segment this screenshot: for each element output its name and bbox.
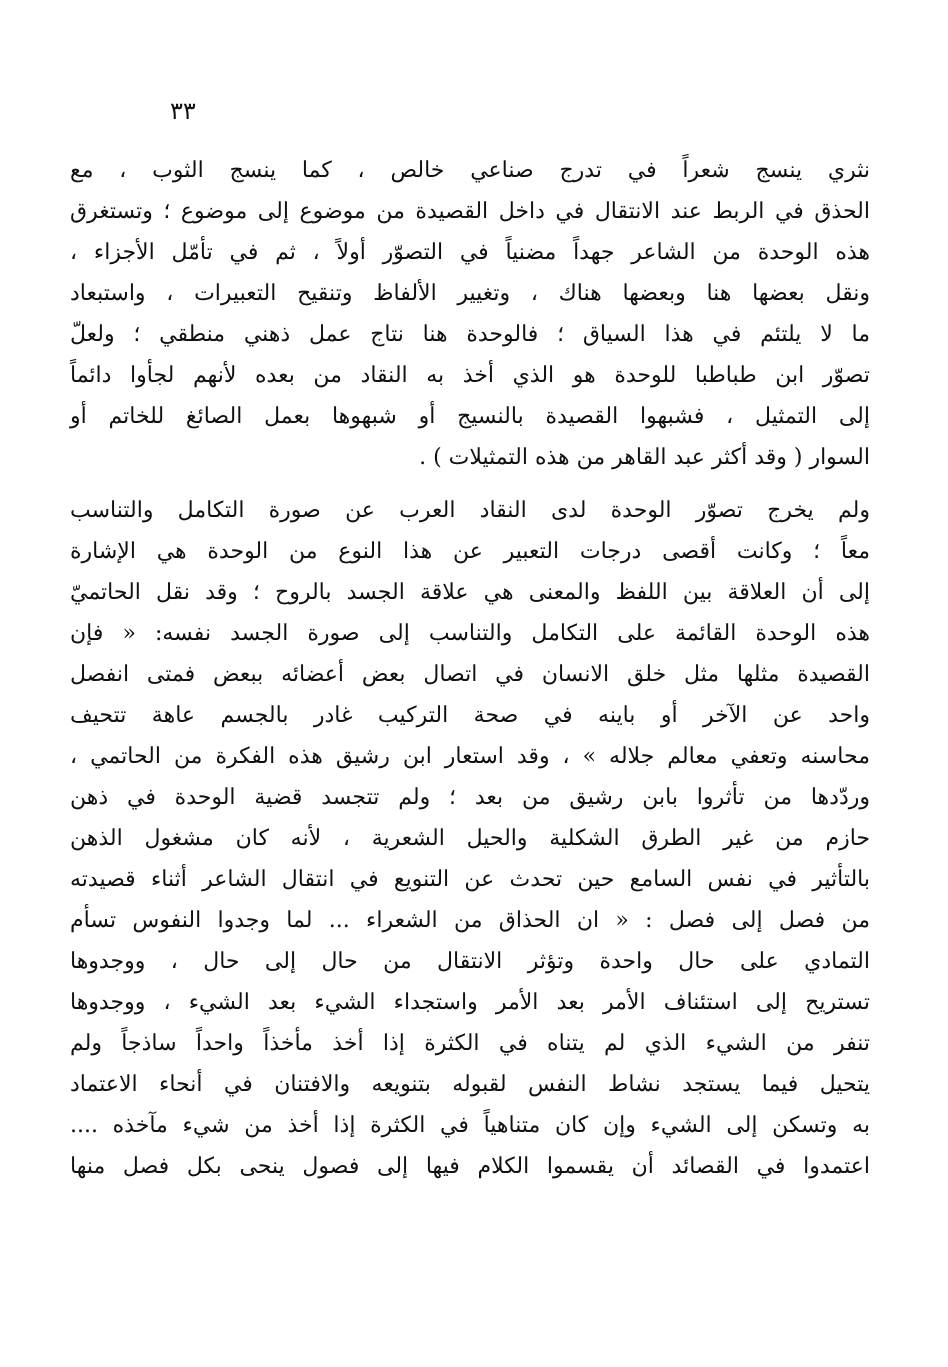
text-line: تصوّر ابن طباطبا للوحدة هو الذي أخذ به النقاد من بعده لأنهم لجأوا دائماً <box>70 363 870 388</box>
text-line: ونقل بعضها هنا وبعضها هناك ، وتغيير الألفاظ وتنقيح التعبيرات ، واستبعاد <box>70 281 870 306</box>
text-line: الحذق في الربط عند الانتقال في داخل القصيدة من موضوع إلى موضوع ؛ وتستغرق <box>70 199 870 224</box>
paragraph-2 <box>70 490 870 1187</box>
text-line: معاً ؛ وكانت أقصى درجات التعبير عن هذا النوع من الوحدة هي الإشارة <box>70 539 870 564</box>
text-line: من فصل إلى فصل : « ان الحذاق من الشعراء ... لما وجدوا النفوس تسأم <box>70 908 870 933</box>
text-line: اعتمدوا في القصائد أن يقسموا الكلام فيها إلى فصول ينحى بكل فصل منها <box>70 1154 870 1179</box>
text-line: التمادي على حال واحدة وتؤثر الانتقال من حال إلى حال ، ووجدوها <box>70 949 870 974</box>
text-line: وردّدها من تأثروا بابن رشيق من بعد ؛ ولم تتجسد قضية الوحدة في ذهن <box>70 785 870 810</box>
text-line: واحد عن الآخر أو باينه في صحة التركيب غادر بالجسم عاهة تتحيف <box>70 703 871 728</box>
text-line: تستريح إلى استئناف الأمر بعد الأمر واستجداء الشيء بعد الشيء ، ووجدوها <box>70 990 870 1015</box>
text-line: يتحيل فيما يستجد نشاط النفس لقبوله بتنويعه والافتنان في أنحاء الاعتماد <box>70 1072 870 1097</box>
text-line: ولم يخرج تصوّر الوحدة لدى النقاد العرب عن صورة التكامل والتناسب <box>70 498 870 523</box>
text-line: إلى أن العلاقة بين اللفظ والمعنى هي علاقة الجسد بالروح ؛ وقد نقل الحاتميّ <box>70 580 870 605</box>
text-line: به وتسكن إلى الشيء وإن كان متناهياً في الكثرة إذا أخذ من شيء مآخذه .... <box>70 1113 870 1138</box>
text-line: محاسنه وتعفي معالم جلاله » ، وقد استعار ابن رشيق هذه الفكرة من الحاتمي ، <box>70 744 870 769</box>
text-line: القصيدة مثلها مثل خلق الانسان في اتصال بعض أعضائه ببعض فمتى انفصل <box>70 662 870 687</box>
text-line: إلى التمثيل ، فشبهوا القصيدة بالنسيج أو شبهوها بعمل الصائغ للخاتم أو <box>70 404 870 429</box>
page-number: ٣٣ <box>170 97 196 125</box>
paragraph-1 <box>70 150 870 478</box>
text-line: تنفر من الشيء الذي لم يتناه في الكثرة إذا أخذ مأخذاً واحداً ساذجاً ولم <box>70 1031 870 1056</box>
text-line: ما لا يلتئم في هذا السياق ؛ فالوحدة هنا نتاج عمل ذهني منطقي ؛ ولعلّ <box>70 322 870 347</box>
text-line: حازم من غير الطرق الشكلية والحيل الشعرية ، لأنه كان مشغول الذهن <box>70 826 870 851</box>
text-line: بالتأثير في نفس السامع حين تحدث عن التنويع في انتقال الشاعر أثناء قصيدته <box>70 867 870 892</box>
text-line: السوار ( وقد أكثر عبد القاهر من هذه التمثيلات ) . <box>419 445 870 470</box>
text-line: هذه الوحدة من الشاعر جهداً مضنياً في التصوّر أولاً ، ثم في تأمّل الأجزاء ، <box>70 240 870 265</box>
text-line: نثري ينسج شعراً في تدرج صناعي خالص ، كما ينسج الثوب ، مع <box>70 158 870 183</box>
text-line: هذه الوحدة القائمة على التكامل والتناسب إلى صورة الجسد نفسه: « فإن <box>70 621 870 646</box>
